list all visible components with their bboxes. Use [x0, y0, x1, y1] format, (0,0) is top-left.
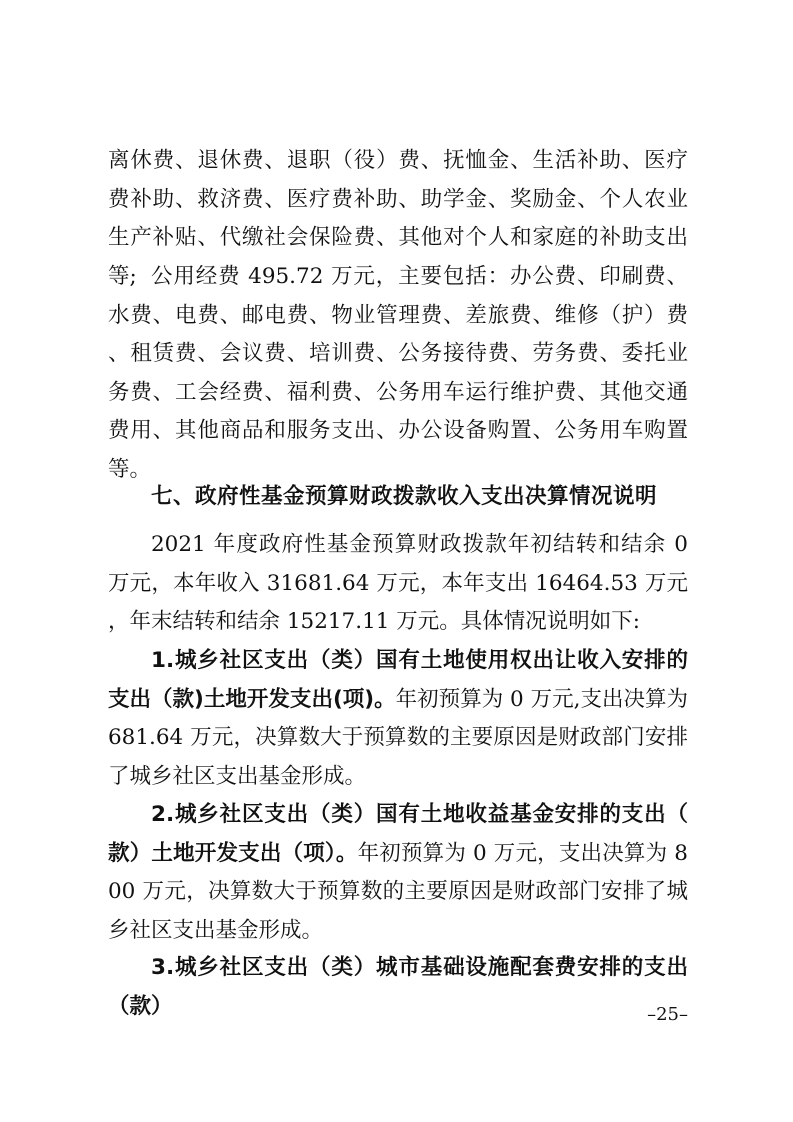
paragraph-text: 离休费、退休费、退职（役）费、抚恤金、生活补助、医疗费补助、救济费、医疗费补助、助学金、奖励金、个人农业生产补贴、代缴社会保险费、其他对个人和家庭的补助支出等; — [108, 148, 688, 289]
list-item-3 — [108, 949, 688, 1026]
list-item-title: 2.城乡社区支出（类）国有土地收益基金安排的支出（款）土地开发支出（项）。 — [108, 802, 688, 866]
section-heading-text: 七、政府性基金预算财政拨款收入支出决算情况说明 — [151, 484, 658, 509]
list-item-1 — [108, 642, 688, 796]
list-item-body: 年初预算为 0 万元，支出决算为 800 万元，决算数大于预算数的主要原因是财政部门安排了城乡社区支出基金形成。 — [108, 840, 688, 943]
page-number: –25– — [647, 1004, 688, 1025]
list-item-body: 年初预算为 0 万元,支出决算为 681.64 万元，决算数大于预算数的主要原因是财政部门安排了城乡社区支出基金形成。 — [108, 686, 688, 789]
list-item-title: 3.城乡社区支出（类）城市基础设施配套费安排的支出（款） — [108, 955, 688, 1019]
paragraph-text: 2021 年度政府性基金预算财政拨款年初结转和结余 0 万元，本年收入 31681.64 万元，本年支出 16464.53 万元，年末结转和结余 15217.11 万元。具体情况说明如下: — [108, 532, 688, 635]
list-item-title: 1.城乡社区支出（类）国有土地使用权出让收入安排的支出（款)土地开发支出(项)。 — [108, 648, 688, 712]
list-item-2 — [108, 796, 688, 950]
section-heading — [108, 478, 688, 517]
paragraph-text: 公用经费 495.72 万元，主要包括：办公费、印刷费、水费、电费、邮电费、物业管理费、差旅费、维修（护）费、租赁费、会议费、培训费、公务接待费、劳务费、委托业务费、工会经费、福利费、公务用车运行维护费、其他交通费用、其他商品和服务支出、办公设备购置、公务用车购置等。 — [108, 264, 688, 482]
paragraph-fund-summary — [108, 526, 688, 642]
paragraph-public-expenses — [108, 258, 688, 490]
